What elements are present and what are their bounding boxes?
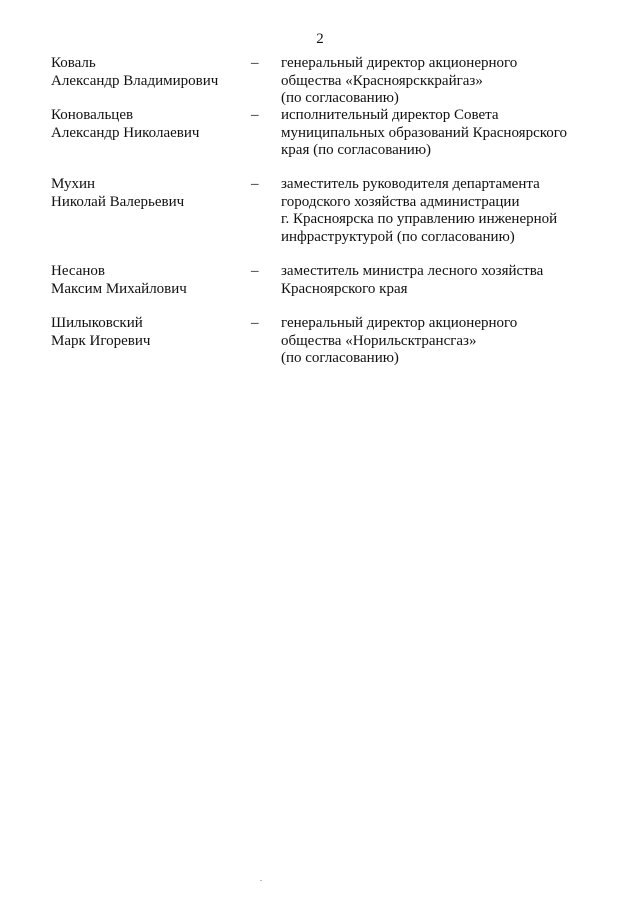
person-name	[51, 263, 246, 298]
position-line: инфраструктурой (по согласованию)	[281, 228, 515, 245]
position-line: г. Красноярска по управлению инженерной	[281, 211, 558, 227]
person-name	[51, 315, 246, 350]
scan-speck	[260, 880, 262, 881]
page-number: 2	[316, 31, 324, 47]
person-surname: Коновальцев	[51, 107, 134, 123]
person-position	[281, 315, 601, 368]
person-position	[281, 263, 601, 298]
person-given-names: Максим Михайлович	[51, 280, 187, 297]
person-name	[51, 55, 246, 90]
position-line: общества «Красноярсккрайгаз»	[281, 72, 483, 89]
person-name	[51, 176, 246, 211]
dash-separator: –	[251, 315, 259, 331]
dash-separator: –	[251, 55, 259, 71]
position-line: Красноярского края	[281, 280, 408, 297]
person-position	[281, 176, 601, 246]
position-line: заместитель министра лесного хозяйства	[281, 263, 544, 279]
person-position	[281, 107, 601, 160]
person-given-names: Николай Валерьевич	[51, 193, 185, 210]
position-line: городского хозяйства администрации	[281, 193, 520, 210]
position-line: общества «Норильсктрансгаз»	[281, 332, 477, 349]
dash-separator: –	[251, 107, 259, 123]
person-given-names: Марк Игоревич	[51, 332, 151, 349]
position-line: (по согласованию)	[281, 350, 399, 366]
person-surname: Мухин	[51, 176, 96, 192]
person-given-names: Александр Владимирович	[51, 72, 219, 89]
position-line: генеральный директор акционерного	[281, 315, 518, 331]
dash-separator: –	[251, 176, 259, 192]
person-given-names: Александр Николаевич	[51, 124, 200, 141]
position-line: края (по согласованию)	[281, 142, 432, 158]
dash-separator: –	[251, 263, 259, 279]
person-position	[281, 55, 601, 108]
position-line: (по согласованию)	[281, 90, 399, 106]
position-line: заместитель руководителя департамента	[281, 176, 540, 192]
position-line: исполнительный директор Совета	[281, 107, 499, 123]
person-surname: Коваль	[51, 55, 96, 71]
position-line: муниципальных образований Красноярского	[281, 124, 568, 141]
person-name	[51, 107, 246, 142]
position-line: генеральный директор акционерного	[281, 55, 518, 71]
person-surname: Несанов	[51, 263, 105, 279]
person-surname: Шилыковский	[51, 315, 143, 331]
